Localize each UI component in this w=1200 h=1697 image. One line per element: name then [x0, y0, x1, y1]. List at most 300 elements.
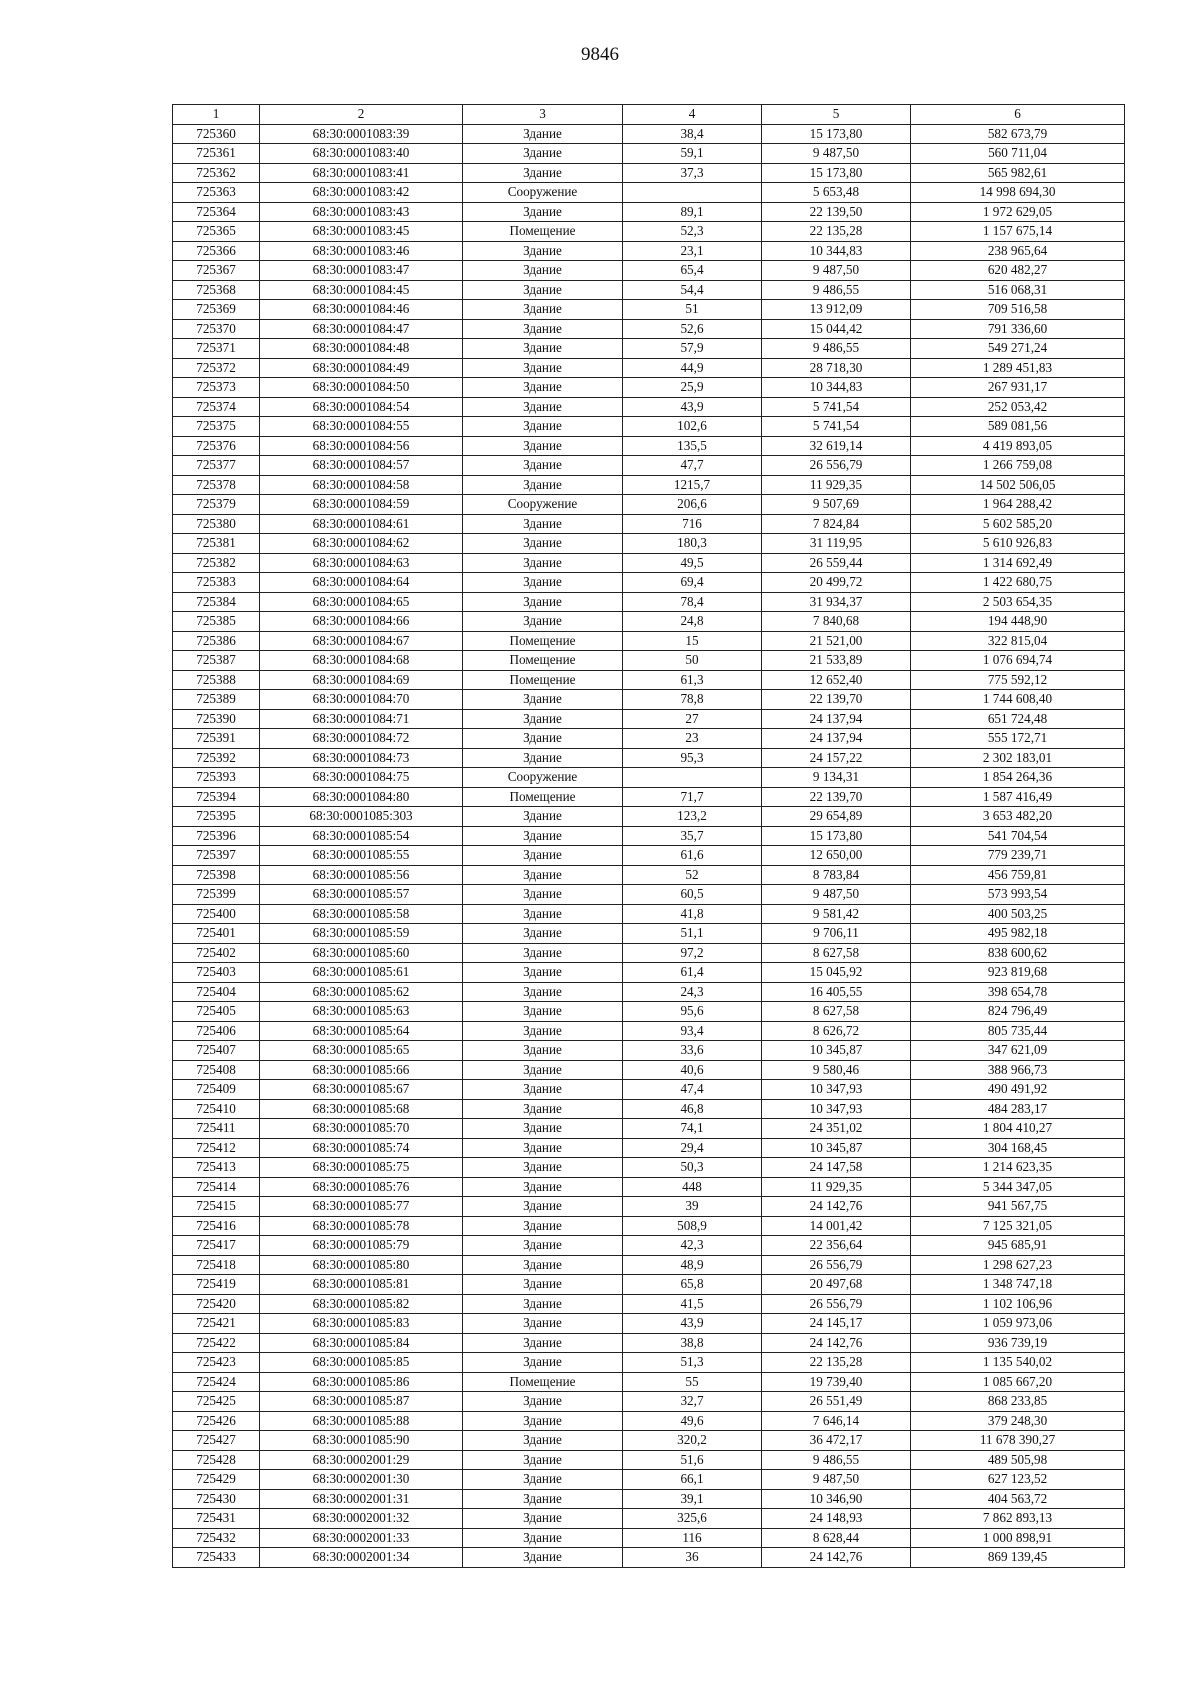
- row-number-cell: 725372: [173, 358, 260, 378]
- area-cell: 40,6: [623, 1060, 762, 1080]
- area-cell: 39,1: [623, 1489, 762, 1509]
- row-number-cell: 725418: [173, 1255, 260, 1275]
- cadastral-number-cell: 68:30:0001085:82: [260, 1294, 463, 1314]
- area-cell: 51,3: [623, 1353, 762, 1373]
- table-row: [173, 592, 1125, 612]
- row-number-cell: 725375: [173, 417, 260, 437]
- cadastral-value-cell: 541 704,54: [911, 826, 1125, 846]
- object-type-cell: Здание: [463, 592, 623, 612]
- row-number-cell: 725368: [173, 280, 260, 300]
- object-type-cell: Здание: [463, 397, 623, 417]
- row-number-cell: 725391: [173, 729, 260, 749]
- object-type-cell: Здание: [463, 475, 623, 495]
- unit-value-cell: 9 706,11: [762, 924, 911, 944]
- area-cell: 123,2: [623, 807, 762, 827]
- cadastral-number-cell: 68:30:0002001:29: [260, 1450, 463, 1470]
- cadastral-number-cell: 68:30:0001085:68: [260, 1099, 463, 1119]
- object-type-cell: Здание: [463, 1431, 623, 1451]
- unit-value-cell: 8 626,72: [762, 1021, 911, 1041]
- cadastral-value-cell: 516 068,31: [911, 280, 1125, 300]
- object-type-cell: Здание: [463, 1333, 623, 1353]
- cadastral-value-cell: 304 168,45: [911, 1138, 1125, 1158]
- cadastral-value-cell: 11 678 390,27: [911, 1431, 1125, 1451]
- area-cell: 51,1: [623, 924, 762, 944]
- cadastral-value-cell: 1 135 540,02: [911, 1353, 1125, 1373]
- unit-value-cell: 26 559,44: [762, 553, 911, 573]
- cadastral-value-cell: 1 157 675,14: [911, 222, 1125, 242]
- row-number-cell: 725407: [173, 1041, 260, 1061]
- row-number-cell: 725428: [173, 1450, 260, 1470]
- table-row: [173, 124, 1125, 144]
- cadastral-value-cell: 1 314 692,49: [911, 553, 1125, 573]
- table-row: [173, 1333, 1125, 1353]
- cadastral-value-cell: 945 685,91: [911, 1236, 1125, 1256]
- table-row: [173, 261, 1125, 281]
- register-table-container: [172, 104, 1124, 1568]
- table-row: [173, 417, 1125, 437]
- table-row: [173, 924, 1125, 944]
- row-number-cell: 725371: [173, 339, 260, 359]
- area-cell: 52,3: [623, 222, 762, 242]
- cadastral-number-cell: 68:30:0001085:67: [260, 1080, 463, 1100]
- unit-value-cell: 28 718,30: [762, 358, 911, 378]
- area-cell: 47,7: [623, 456, 762, 476]
- unit-value-cell: 24 137,94: [762, 729, 911, 749]
- cadastral-number-cell: 68:30:0001084:66: [260, 612, 463, 632]
- table-row: [173, 1509, 1125, 1529]
- area-cell: 1215,7: [623, 475, 762, 495]
- row-number-cell: 725397: [173, 846, 260, 866]
- cadastral-number-cell: 68:30:0001084:61: [260, 514, 463, 534]
- cadastral-value-cell: 565 982,61: [911, 163, 1125, 183]
- row-number-cell: 725426: [173, 1411, 260, 1431]
- row-number-cell: 725385: [173, 612, 260, 632]
- area-cell: 69,4: [623, 573, 762, 593]
- row-number-cell: 725383: [173, 573, 260, 593]
- row-number-cell: 725422: [173, 1333, 260, 1353]
- table-row: [173, 1236, 1125, 1256]
- object-type-cell: Здание: [463, 1002, 623, 1022]
- object-type-cell: Здание: [463, 612, 623, 632]
- object-type-cell: Здание: [463, 1411, 623, 1431]
- cadastral-value-cell: 1 854 264,36: [911, 768, 1125, 788]
- area-cell: 35,7: [623, 826, 762, 846]
- area-cell: 60,5: [623, 885, 762, 905]
- cadastral-value-cell: 589 081,56: [911, 417, 1125, 437]
- table-row: [173, 319, 1125, 339]
- area-cell: 29,4: [623, 1138, 762, 1158]
- cadastral-value-cell: 1 348 747,18: [911, 1275, 1125, 1295]
- table-row: [173, 475, 1125, 495]
- area-cell: 74,1: [623, 1119, 762, 1139]
- cadastral-value-cell: 1 298 627,23: [911, 1255, 1125, 1275]
- cadastral-number-cell: 68:30:0001084:67: [260, 631, 463, 651]
- cadastral-number-cell: 68:30:0001085:65: [260, 1041, 463, 1061]
- unit-value-cell: 9 487,50: [762, 144, 911, 164]
- cadastral-value-cell: 484 283,17: [911, 1099, 1125, 1119]
- cadastral-number-cell: 68:30:0001085:79: [260, 1236, 463, 1256]
- row-number-cell: 725416: [173, 1216, 260, 1236]
- table-row: [173, 1314, 1125, 1334]
- table-row: [173, 241, 1125, 261]
- cadastral-number-cell: 68:30:0001084:47: [260, 319, 463, 339]
- area-cell: 135,5: [623, 436, 762, 456]
- cadastral-number-cell: 68:30:0001084:56: [260, 436, 463, 456]
- cadastral-number-cell: 68:30:0001084:69: [260, 670, 463, 690]
- object-type-cell: Здание: [463, 1177, 623, 1197]
- table-row: [173, 1353, 1125, 1373]
- unit-value-cell: 24 351,02: [762, 1119, 911, 1139]
- object-type-cell: Здание: [463, 553, 623, 573]
- unit-value-cell: 26 556,79: [762, 1255, 911, 1275]
- object-type-cell: Сооружение: [463, 495, 623, 515]
- area-cell: 50: [623, 651, 762, 671]
- cadastral-number-cell: 68:30:0001085:74: [260, 1138, 463, 1158]
- table-row: [173, 144, 1125, 164]
- object-type-cell: Здание: [463, 378, 623, 398]
- cadastral-value-cell: 7 862 893,13: [911, 1509, 1125, 1529]
- cadastral-value-cell: 4 419 893,05: [911, 436, 1125, 456]
- row-number-cell: 725409: [173, 1080, 260, 1100]
- cadastral-value-cell: 936 739,19: [911, 1333, 1125, 1353]
- area-cell: 15: [623, 631, 762, 651]
- object-type-cell: Помещение: [463, 670, 623, 690]
- row-number-cell: 725369: [173, 300, 260, 320]
- object-type-cell: Здание: [463, 417, 623, 437]
- cadastral-value-cell: 5 610 926,83: [911, 534, 1125, 554]
- cadastral-value-cell: 941 567,75: [911, 1197, 1125, 1217]
- unit-value-cell: 15 173,80: [762, 124, 911, 144]
- unit-value-cell: 20 497,68: [762, 1275, 911, 1295]
- cadastral-number-cell: 68:30:0001085:77: [260, 1197, 463, 1217]
- row-number-cell: 725403: [173, 963, 260, 983]
- row-number-cell: 725382: [173, 553, 260, 573]
- unit-value-cell: 20 499,72: [762, 573, 911, 593]
- table-row: [173, 729, 1125, 749]
- area-cell: 71,7: [623, 787, 762, 807]
- cadastral-number-cell: 68:30:0001084:63: [260, 553, 463, 573]
- cadastral-value-cell: 582 673,79: [911, 124, 1125, 144]
- unit-value-cell: 9 487,50: [762, 885, 911, 905]
- cadastral-number-cell: 68:30:0001084:45: [260, 280, 463, 300]
- table-row: [173, 1548, 1125, 1568]
- object-type-cell: Здание: [463, 1392, 623, 1412]
- row-number-cell: 725429: [173, 1470, 260, 1490]
- cadastral-number-cell: 68:30:0001084:57: [260, 456, 463, 476]
- table-row: [173, 768, 1125, 788]
- table-row: [173, 1060, 1125, 1080]
- row-number-cell: 725423: [173, 1353, 260, 1373]
- row-number-cell: 725401: [173, 924, 260, 944]
- area-cell: 24,3: [623, 982, 762, 1002]
- cadastral-number-cell: 68:30:0002001:34: [260, 1548, 463, 1568]
- table-row: [173, 846, 1125, 866]
- register-table: [172, 104, 1125, 1568]
- cadastral-value-cell: 1 076 694,74: [911, 651, 1125, 671]
- cadastral-number-cell: 68:30:0001083:47: [260, 261, 463, 281]
- row-number-cell: 725396: [173, 826, 260, 846]
- row-number-cell: 725378: [173, 475, 260, 495]
- unit-value-cell: 9 486,55: [762, 339, 911, 359]
- area-cell: 39: [623, 1197, 762, 1217]
- area-cell: 78,8: [623, 690, 762, 710]
- object-type-cell: Здание: [463, 1509, 623, 1529]
- row-number-cell: 725390: [173, 709, 260, 729]
- area-cell: 25,9: [623, 378, 762, 398]
- row-number-cell: 725370: [173, 319, 260, 339]
- unit-value-cell: 15 173,80: [762, 826, 911, 846]
- row-number-cell: 725384: [173, 592, 260, 612]
- row-number-cell: 725421: [173, 1314, 260, 1334]
- row-number-cell: 725420: [173, 1294, 260, 1314]
- cadastral-number-cell: 68:30:0001085:59: [260, 924, 463, 944]
- row-number-cell: 725398: [173, 865, 260, 885]
- unit-value-cell: 9 507,69: [762, 495, 911, 515]
- table-row: [173, 1041, 1125, 1061]
- table-row: [173, 1470, 1125, 1490]
- object-type-cell: Здание: [463, 1255, 623, 1275]
- table-row: [173, 436, 1125, 456]
- area-cell: 116: [623, 1528, 762, 1548]
- table-row: [173, 1528, 1125, 1548]
- row-number-cell: 725424: [173, 1372, 260, 1392]
- unit-value-cell: 24 145,17: [762, 1314, 911, 1334]
- object-type-cell: Помещение: [463, 787, 623, 807]
- unit-value-cell: 29 654,89: [762, 807, 911, 827]
- object-type-cell: Здание: [463, 1197, 623, 1217]
- object-type-cell: Здание: [463, 748, 623, 768]
- area-cell: 78,4: [623, 592, 762, 612]
- object-type-cell: Здание: [463, 1041, 623, 1061]
- cadastral-value-cell: 1 102 106,96: [911, 1294, 1125, 1314]
- table-row: [173, 280, 1125, 300]
- row-number-cell: 725386: [173, 631, 260, 651]
- area-cell: 52: [623, 865, 762, 885]
- cadastral-value-cell: 709 516,58: [911, 300, 1125, 320]
- object-type-cell: Здание: [463, 1314, 623, 1334]
- row-number-cell: 725425: [173, 1392, 260, 1412]
- cadastral-number-cell: 68:30:0001085:64: [260, 1021, 463, 1041]
- area-cell: 61,6: [623, 846, 762, 866]
- table-row: [173, 963, 1125, 983]
- cadastral-number-cell: 68:30:0001084:55: [260, 417, 463, 437]
- unit-value-cell: 13 912,09: [762, 300, 911, 320]
- cadastral-value-cell: 398 654,78: [911, 982, 1125, 1002]
- row-number-cell: 725388: [173, 670, 260, 690]
- unit-value-cell: 15 045,92: [762, 963, 911, 983]
- unit-value-cell: 24 142,76: [762, 1197, 911, 1217]
- cadastral-number-cell: 68:30:0001085:83: [260, 1314, 463, 1334]
- object-type-cell: Помещение: [463, 651, 623, 671]
- object-type-cell: Здание: [463, 846, 623, 866]
- object-type-cell: Здание: [463, 241, 623, 261]
- column-header-1: 1: [173, 105, 260, 125]
- table-row: [173, 1411, 1125, 1431]
- object-type-cell: Здание: [463, 709, 623, 729]
- cadastral-number-cell: 68:30:0001083:46: [260, 241, 463, 261]
- cadastral-number-cell: 68:30:0001085:58: [260, 904, 463, 924]
- cadastral-value-cell: 775 592,12: [911, 670, 1125, 690]
- unit-value-cell: 36 472,17: [762, 1431, 911, 1451]
- row-number-cell: 725419: [173, 1275, 260, 1295]
- unit-value-cell: 8 628,44: [762, 1528, 911, 1548]
- cadastral-value-cell: 1 059 973,06: [911, 1314, 1125, 1334]
- area-cell: 23: [623, 729, 762, 749]
- cadastral-value-cell: 923 819,68: [911, 963, 1125, 983]
- object-type-cell: Здание: [463, 456, 623, 476]
- unit-value-cell: 10 347,93: [762, 1099, 911, 1119]
- area-cell: 43,9: [623, 397, 762, 417]
- object-type-cell: Здание: [463, 1080, 623, 1100]
- cadastral-value-cell: 347 621,09: [911, 1041, 1125, 1061]
- row-number-cell: 725360: [173, 124, 260, 144]
- cadastral-number-cell: 68:30:0001084:59: [260, 495, 463, 515]
- table-row: [173, 300, 1125, 320]
- cadastral-value-cell: 791 336,60: [911, 319, 1125, 339]
- unit-value-cell: 11 929,35: [762, 1177, 911, 1197]
- cadastral-value-cell: 5 602 585,20: [911, 514, 1125, 534]
- table-row: [173, 202, 1125, 222]
- object-type-cell: Помещение: [463, 631, 623, 651]
- cadastral-number-cell: 68:30:0001084:73: [260, 748, 463, 768]
- area-cell: 54,4: [623, 280, 762, 300]
- area-cell: 61,3: [623, 670, 762, 690]
- unit-value-cell: 24 147,58: [762, 1158, 911, 1178]
- cadastral-value-cell: 7 125 321,05: [911, 1216, 1125, 1236]
- cadastral-number-cell: 68:30:0001085:88: [260, 1411, 463, 1431]
- unit-value-cell: 10 344,83: [762, 378, 911, 398]
- unit-value-cell: 19 739,40: [762, 1372, 911, 1392]
- object-type-cell: Здание: [463, 202, 623, 222]
- area-cell: 27: [623, 709, 762, 729]
- column-header-6: 6: [911, 105, 1125, 125]
- area-cell: 102,6: [623, 417, 762, 437]
- cadastral-value-cell: 560 711,04: [911, 144, 1125, 164]
- area-cell: 41,8: [623, 904, 762, 924]
- table-row: [173, 943, 1125, 963]
- object-type-cell: Здание: [463, 1158, 623, 1178]
- unit-value-cell: 11 929,35: [762, 475, 911, 495]
- cadastral-value-cell: 573 993,54: [911, 885, 1125, 905]
- table-row: [173, 690, 1125, 710]
- unit-value-cell: 10 345,87: [762, 1041, 911, 1061]
- object-type-cell: Здание: [463, 807, 623, 827]
- cadastral-number-cell: 68:30:0002001:32: [260, 1509, 463, 1529]
- cadastral-value-cell: 1 972 629,05: [911, 202, 1125, 222]
- area-cell: 36: [623, 1548, 762, 1568]
- object-type-cell: Здание: [463, 514, 623, 534]
- row-number-cell: 725363: [173, 183, 260, 203]
- cadastral-number-cell: 68:30:0001085:54: [260, 826, 463, 846]
- area-cell: 508,9: [623, 1216, 762, 1236]
- row-number-cell: 725367: [173, 261, 260, 281]
- unit-value-cell: 7 840,68: [762, 612, 911, 632]
- cadastral-number-cell: 68:30:0001083:41: [260, 163, 463, 183]
- cadastral-number-cell: 68:30:0001084:54: [260, 397, 463, 417]
- unit-value-cell: 22 356,64: [762, 1236, 911, 1256]
- row-number-cell: 725431: [173, 1509, 260, 1529]
- cadastral-value-cell: 2 302 183,01: [911, 748, 1125, 768]
- object-type-cell: Здание: [463, 885, 623, 905]
- unit-value-cell: 9 134,31: [762, 768, 911, 788]
- header-row: [173, 105, 1125, 125]
- area-cell: 59,1: [623, 144, 762, 164]
- cadastral-value-cell: 627 123,52: [911, 1470, 1125, 1490]
- row-number-cell: 725415: [173, 1197, 260, 1217]
- cadastral-value-cell: 1 804 410,27: [911, 1119, 1125, 1139]
- cadastral-value-cell: 555 172,71: [911, 729, 1125, 749]
- cadastral-number-cell: 68:30:0001084:70: [260, 690, 463, 710]
- table-row: [173, 163, 1125, 183]
- object-type-cell: Здание: [463, 690, 623, 710]
- cadastral-value-cell: 388 966,73: [911, 1060, 1125, 1080]
- area-cell: 716: [623, 514, 762, 534]
- row-number-cell: 725362: [173, 163, 260, 183]
- row-number-cell: 725373: [173, 378, 260, 398]
- row-number-cell: 725433: [173, 1548, 260, 1568]
- unit-value-cell: 26 556,79: [762, 1294, 911, 1314]
- cadastral-number-cell: 68:30:0001084:64: [260, 573, 463, 593]
- table-row: [173, 1177, 1125, 1197]
- unit-value-cell: 24 148,93: [762, 1509, 911, 1529]
- cadastral-number-cell: 68:30:0001085:81: [260, 1275, 463, 1295]
- object-type-cell: Здание: [463, 1216, 623, 1236]
- row-number-cell: 725430: [173, 1489, 260, 1509]
- row-number-cell: 725392: [173, 748, 260, 768]
- unit-value-cell: 9 487,50: [762, 261, 911, 281]
- object-type-cell: Здание: [463, 1119, 623, 1139]
- object-type-cell: Помещение: [463, 1372, 623, 1392]
- table-row: [173, 787, 1125, 807]
- row-number-cell: 725377: [173, 456, 260, 476]
- row-number-cell: 725395: [173, 807, 260, 827]
- object-type-cell: Здание: [463, 1528, 623, 1548]
- unit-value-cell: 24 157,22: [762, 748, 911, 768]
- cadastral-number-cell: 68:30:0001084:46: [260, 300, 463, 320]
- row-number-cell: 725414: [173, 1177, 260, 1197]
- unit-value-cell: 31 934,37: [762, 592, 911, 612]
- unit-value-cell: 9 487,50: [762, 1470, 911, 1490]
- object-type-cell: Здание: [463, 1353, 623, 1373]
- unit-value-cell: 10 344,83: [762, 241, 911, 261]
- area-cell: 49,5: [623, 553, 762, 573]
- row-number-cell: 725361: [173, 144, 260, 164]
- table-row: [173, 495, 1125, 515]
- unit-value-cell: 9 486,55: [762, 280, 911, 300]
- cadastral-value-cell: 495 982,18: [911, 924, 1125, 944]
- cadastral-value-cell: 1 000 898,91: [911, 1528, 1125, 1548]
- table-row: [173, 1099, 1125, 1119]
- row-number-cell: 725427: [173, 1431, 260, 1451]
- table-row: [173, 534, 1125, 554]
- cadastral-number-cell: 68:30:0001085:61: [260, 963, 463, 983]
- column-header-2: 2: [260, 105, 463, 125]
- cadastral-number-cell: 68:30:0001084:68: [260, 651, 463, 671]
- object-type-cell: Здание: [463, 280, 623, 300]
- unit-value-cell: 8 783,84: [762, 865, 911, 885]
- table-row: [173, 748, 1125, 768]
- table-row: [173, 1275, 1125, 1295]
- table-row: [173, 1197, 1125, 1217]
- object-type-cell: Здание: [463, 1021, 623, 1041]
- area-cell: 41,5: [623, 1294, 762, 1314]
- row-number-cell: 725379: [173, 495, 260, 515]
- unit-value-cell: 10 347,93: [762, 1080, 911, 1100]
- object-type-cell: Сооружение: [463, 768, 623, 788]
- table-row: [173, 573, 1125, 593]
- table-row: [173, 1450, 1125, 1470]
- cadastral-number-cell: 68:30:0001085:57: [260, 885, 463, 905]
